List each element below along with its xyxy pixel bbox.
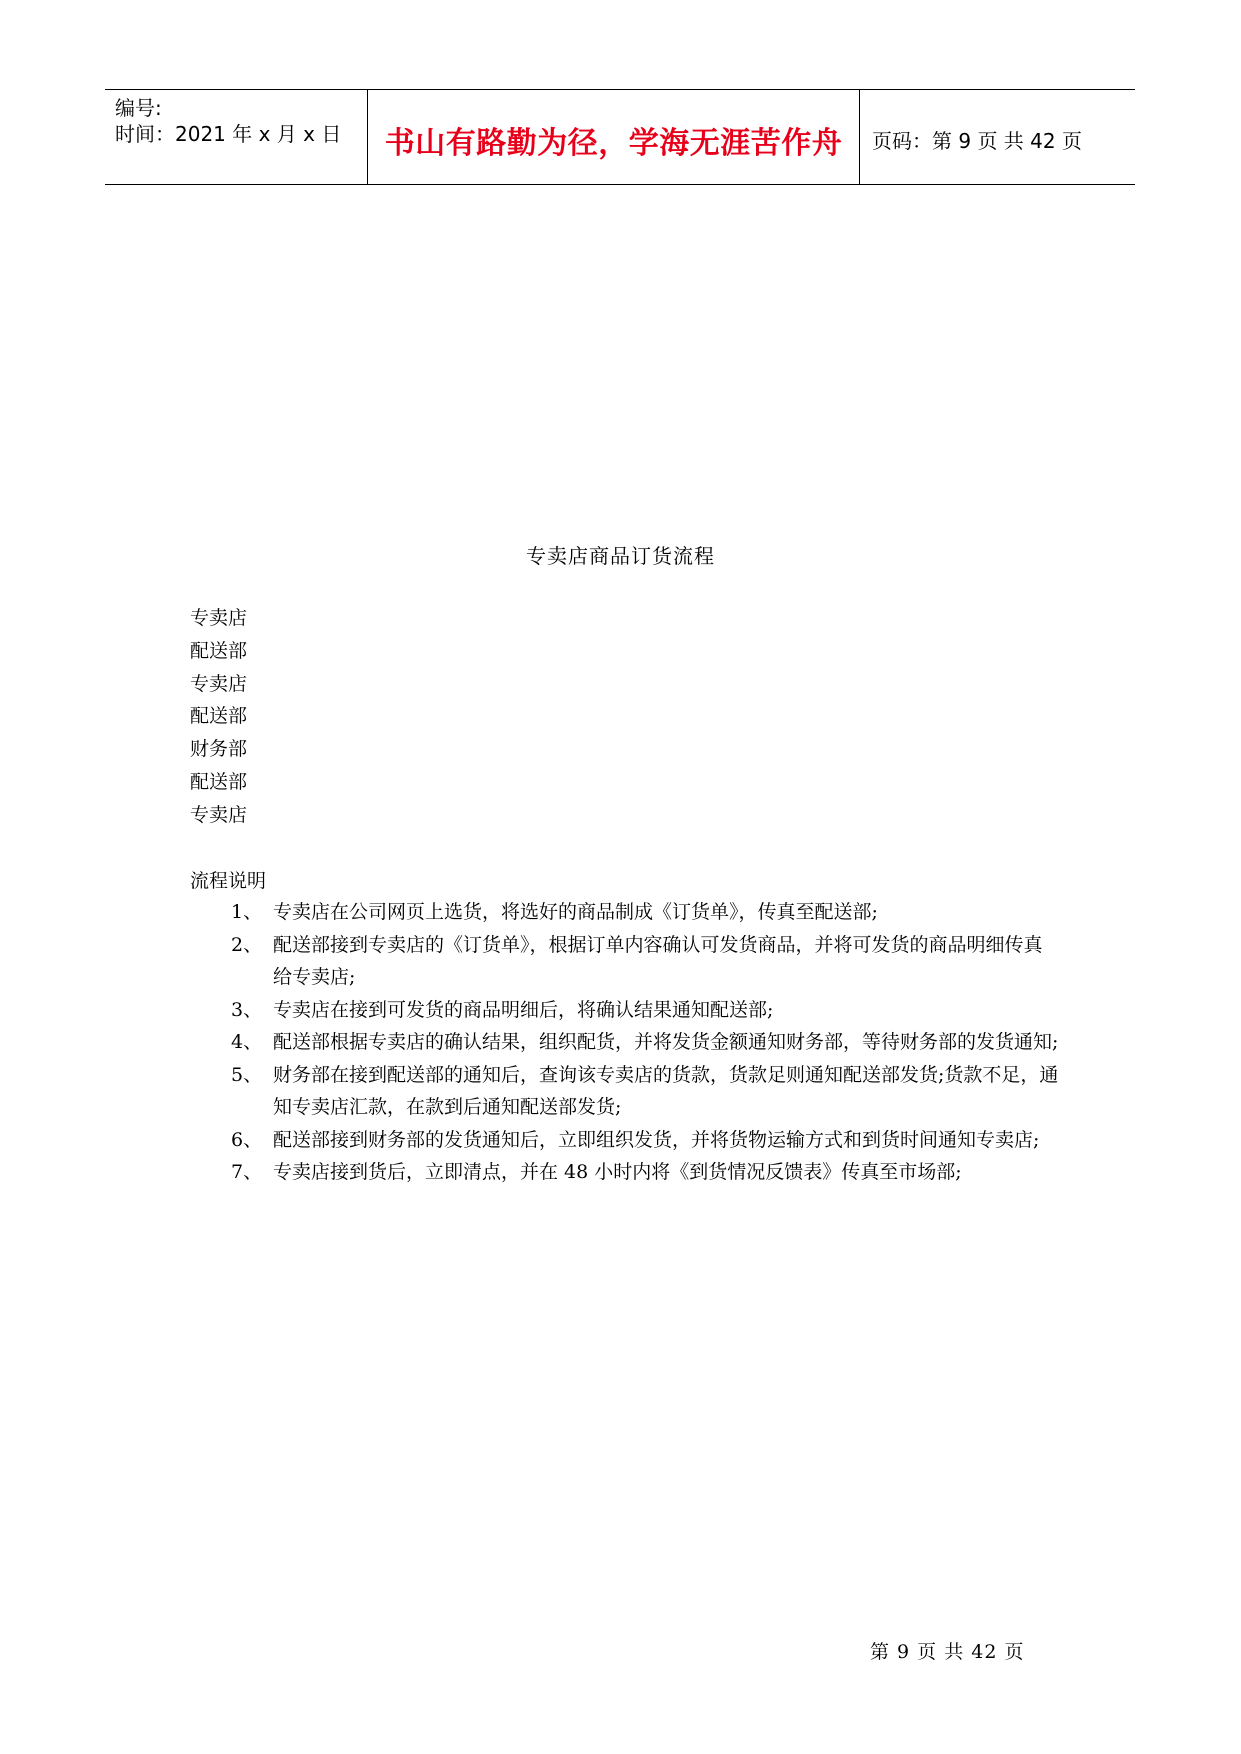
step-text: 专卖店在接到可发货的商品明细后，将确认结果通知配送部; — [273, 998, 774, 1021]
step-item — [231, 1026, 1061, 1059]
flow-node: 财务部 — [190, 738, 248, 761]
step-number: 7、 — [231, 1161, 263, 1183]
step-item — [231, 1059, 1061, 1124]
page-header — [105, 89, 1135, 185]
flow-node-list — [190, 602, 247, 832]
explanation-heading: 流程说明 — [190, 870, 267, 892]
header-page-code: 页码：第 9 页 共 42 页 — [872, 129, 1082, 153]
flow-node: 配送部 — [190, 770, 248, 793]
flow-node: 专卖店 — [190, 672, 248, 695]
step-number: 5、 — [231, 1063, 263, 1086]
step-item — [231, 994, 1061, 1027]
time-label: 时间：2021 年 x 月 x 日 — [115, 122, 342, 146]
step-item — [231, 1156, 1061, 1189]
step-text: 配送部接到财务部的发货通知后，立即组织发货，并将货物运输方式和到货时间通知专卖店; — [273, 1128, 1040, 1151]
header-left-cell — [105, 90, 368, 184]
explanation-steps — [231, 896, 1061, 1189]
step-number: 1、 — [231, 901, 263, 923]
step-text: 配送部接到专卖店的《订货单》，根据订单内容确认可发货商品，并将可发货的商品明细传真给专卖店; — [273, 933, 1043, 988]
header-middle-cell — [368, 90, 860, 184]
step-text: 配送部根据专卖店的确认结果，组织配货，并将发货金额通知财务部，等待财务部的发货通知; — [273, 1031, 1059, 1053]
step-text: 财务部在接到配送部的通知后，查询该专卖店的货款，货款足则通知配送部发货;货款不足，通知专卖店汇款，在款到后通知配送部发货; — [273, 1063, 1059, 1118]
step-text: 专卖店接到货后，立即清点，并在 48 小时内将《到货情况反馈表》传真至市场部; — [273, 1161, 962, 1183]
step-item — [231, 896, 1061, 929]
document-title: 专卖店商品订货流程 — [526, 544, 715, 568]
step-number: 2、 — [231, 933, 263, 956]
flow-node: 专卖店 — [190, 803, 248, 826]
step-text: 专卖店在公司网页上选货，将选好的商品制成《订货单》，传真至配送部; — [273, 901, 878, 923]
flow-node: 专卖店 — [190, 607, 248, 629]
step-number: 6、 — [231, 1128, 263, 1151]
step-item — [231, 1124, 1061, 1157]
header-motto: 书山有路勤为径，学海无涯苦作舟 — [384, 126, 843, 161]
step-item — [231, 929, 1061, 994]
page-footer: 第 9 页 共 42 页 — [870, 1641, 1025, 1663]
step-number: 3、 — [231, 998, 263, 1021]
step-number: 4、 — [231, 1031, 263, 1053]
header-right-cell — [860, 90, 1135, 184]
flow-node: 配送部 — [190, 705, 248, 728]
flow-node: 配送部 — [190, 639, 248, 662]
serial-label: 编号: — [115, 96, 162, 120]
